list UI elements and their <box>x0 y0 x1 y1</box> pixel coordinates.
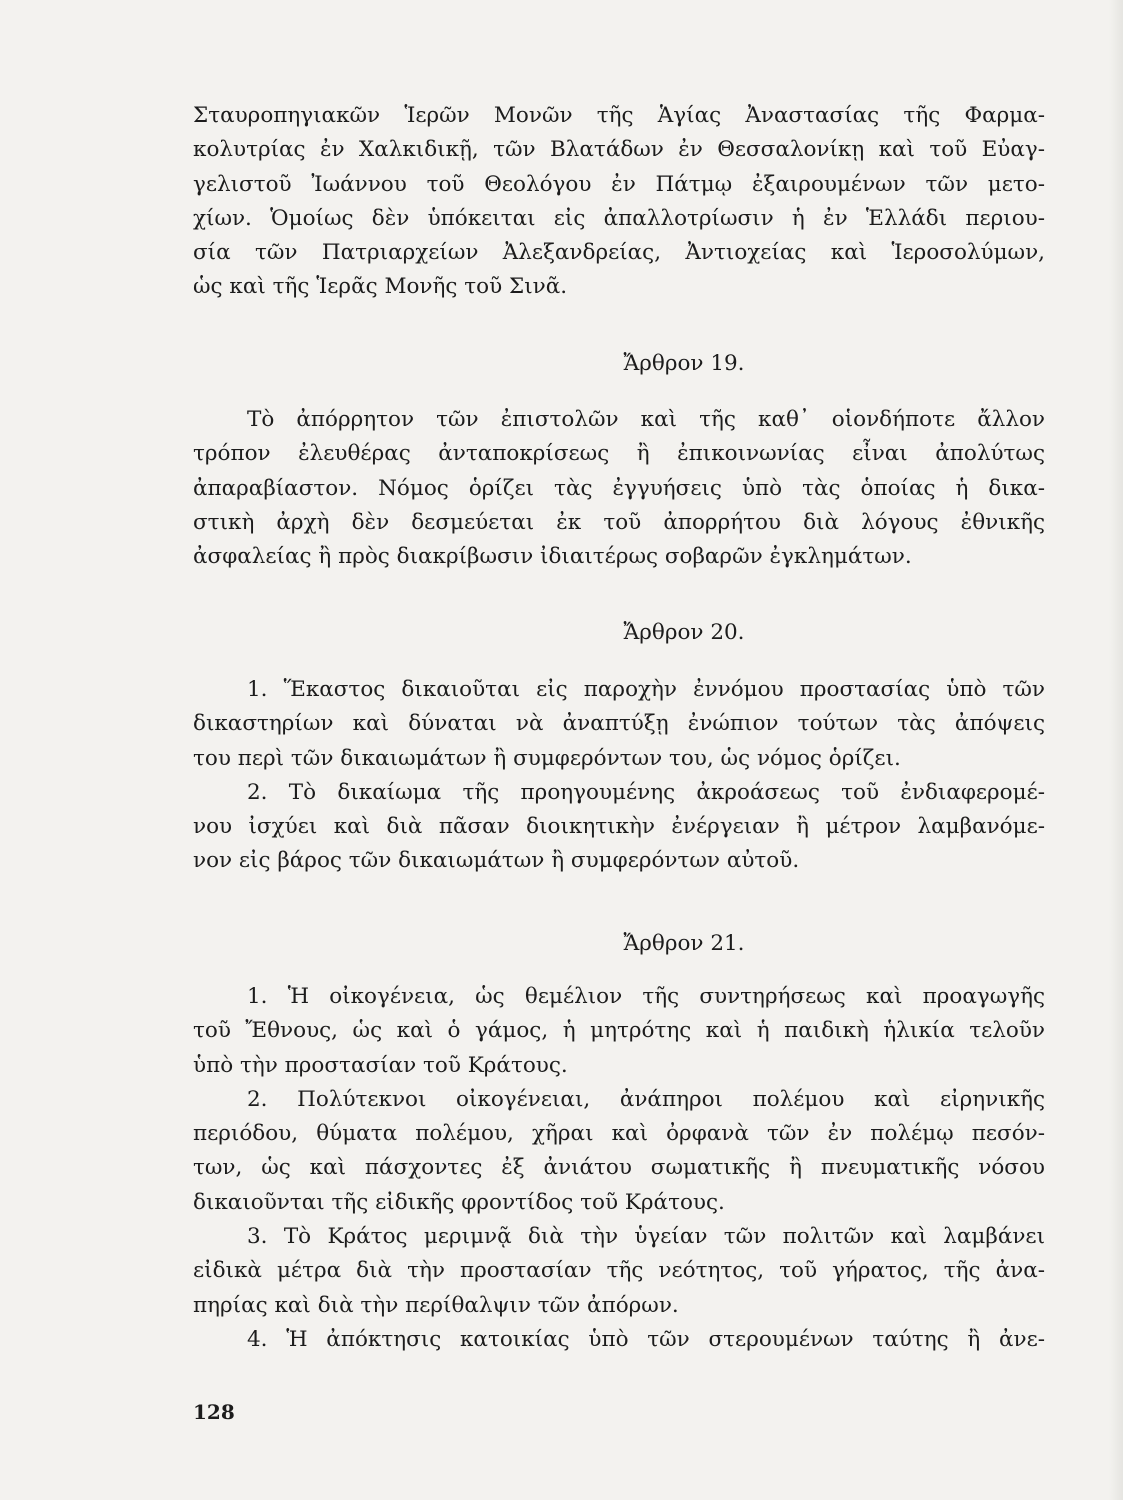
text-line: περιόδου, θύματα πολέμου, χῆραι καὶ ὀρφανὰ τῶν ἐν πολέμῳ πεσόν- <box>193 1121 1045 1147</box>
text-line: δικαιοῦνται τῆς εἰδικῆς φροντίδος τοῦ Κράτους. <box>193 1189 725 1215</box>
text-line: νον εἰς βάρος τῶν δικαιωμάτων ἢ συμφερόντων αὐτοῦ. <box>193 848 800 874</box>
text-line: 2. Πολύτεκνοι οἰκογένειαι, ἀνάπηροι πολέμου καὶ εἰρηνικῆς <box>247 1086 1045 1112</box>
text-line: τρόπον ἐλευθέρας ἀνταποκρίσεως ἢ ἐπικοινωνίας εἶναι ἀπολύτως <box>193 441 1045 467</box>
text-line: 3. Τὸ Κράτος μεριμνᾷ διὰ τὴν ὑγείαν τῶν πολιτῶν καὶ λαμβάνει <box>247 1224 1045 1250</box>
article-21-body <box>193 980 1045 1357</box>
text-line: Τὸ ἀπόρρητον τῶν ἐπιστολῶν καὶ τῆς καθ᾽ οἱονδήποτε ἄλλον <box>247 407 1045 432</box>
text-line: πηρίας καὶ διὰ τὴν περίθαλψιν τῶν ἀπόρων. <box>193 1292 679 1318</box>
text-line: εἰδικὰ μέτρα διὰ τὴν προστασίαν τῆς νεότητος, τοῦ γήρατος, τῆς ἀνα- <box>193 1258 1045 1284</box>
intro-paragraph <box>193 99 1045 305</box>
scan-edge <box>1109 0 1123 1500</box>
page-number: 128 <box>193 1400 235 1424</box>
text-line: νου ἰσχύει καὶ διὰ πᾶσαν διοικητικὴν ἐνέργειαν ἢ μέτρον λαμβανόμε- <box>193 814 1045 840</box>
article-20-heading: Ἄρθρον 20. <box>623 620 745 645</box>
text-line: γελιστοῦ Ἰωάννου τοῦ Θεολόγου ἐν Πάτμῳ ἐξαιρουμένων τῶν μετο- <box>193 171 1045 197</box>
text-line: κολυτρίας ἐν Χαλκιδικῇ, τῶν Βλατάδων ἐν Θεσσαλονίκῃ καὶ τοῦ Εὐαγ- <box>193 137 1045 163</box>
text-line: στικὴ ἀρχὴ δὲν δεσμεύεται ἐκ τοῦ ἀπορρήτου διὰ λόγους ἐθνικῆς <box>193 509 1045 535</box>
text-line: ἀσφαλείας ἢ πρὸς διακρίβωσιν ἰδιαιτέρως σοβαρῶν ἐγκλημάτων. <box>193 544 912 570</box>
article-20-body <box>193 673 1045 879</box>
text-line: τοῦ Ἔθνους, ὡς καὶ ὁ γάμος, ἡ μητρότης καὶ ἡ παιδικὴ ἡλικία τελοῦν <box>193 1018 1045 1044</box>
article-19-body <box>193 403 1045 574</box>
article-19-heading: Ἄρθρον 19. <box>623 351 745 376</box>
text-line: 2. Τὸ δικαίωμα τῆς προηγουμένης ἀκροάσεως τοῦ ἐνδιαφερομέ- <box>247 779 1045 805</box>
text-line: 4. Ἡ ἀπόκτησις κατοικίας ὑπὸ τῶν στερουμένων ταύτης ἢ ἀνε- <box>247 1326 1045 1352</box>
text-line: χίων. Ὁμοίως δὲν ὑπόκειται εἰς ἀπαλλοτρίωσιν ἡ ἐν Ἑλλάδι περιου- <box>193 205 1045 231</box>
text-line: Σταυροπηγιακῶν Ἱερῶν Μονῶν τῆς Ἁγίας Ἀναστασίας τῆς Φαρμα- <box>193 103 1045 128</box>
text-line: 1. Ἡ οἰκογένεια, ὡς θεμέλιον τῆς συντηρήσεως καὶ προαγωγῆς <box>247 984 1045 1009</box>
text-line: του περὶ τῶν δικαιωμάτων ἢ συμφερόντων του, ὡς νόμος ὁρίζει. <box>193 745 901 771</box>
text-line: ὡς καὶ τῆς Ἱερᾶς Μονῆς τοῦ Σινᾶ. <box>193 274 568 300</box>
text-line: 1. Ἕκαστος δικαιοῦται εἰς παροχὴν ἐννόμου προστασίας ὑπὸ τῶν <box>247 677 1045 702</box>
text-line: ἀπαραβίαστον. Νόμος ὁρίζει τὰς ἐγγυήσεις ὑπὸ τὰς ὁποίας ἡ δικα- <box>193 475 1045 501</box>
text-line: ὑπὸ τὴν προστασίαν τοῦ Κράτους. <box>193 1052 568 1078</box>
article-21-heading: Ἄρθρον 21. <box>623 931 745 956</box>
text-line: των, ὡς καὶ πάσχοντες ἐξ ἀνιάτου σωματικῆς ἢ πνευματικῆς νόσου <box>193 1155 1045 1181</box>
text-line: δικαστηρίων καὶ δύναται νὰ ἀναπτύξῃ ἐνώπιον τούτων τὰς ἀπόψεις <box>193 711 1045 737</box>
text-line: σία τῶν Πατριαρχείων Ἀλεξανδρείας, Ἀντιοχείας καὶ Ἱεροσολύμων, <box>193 240 1045 266</box>
